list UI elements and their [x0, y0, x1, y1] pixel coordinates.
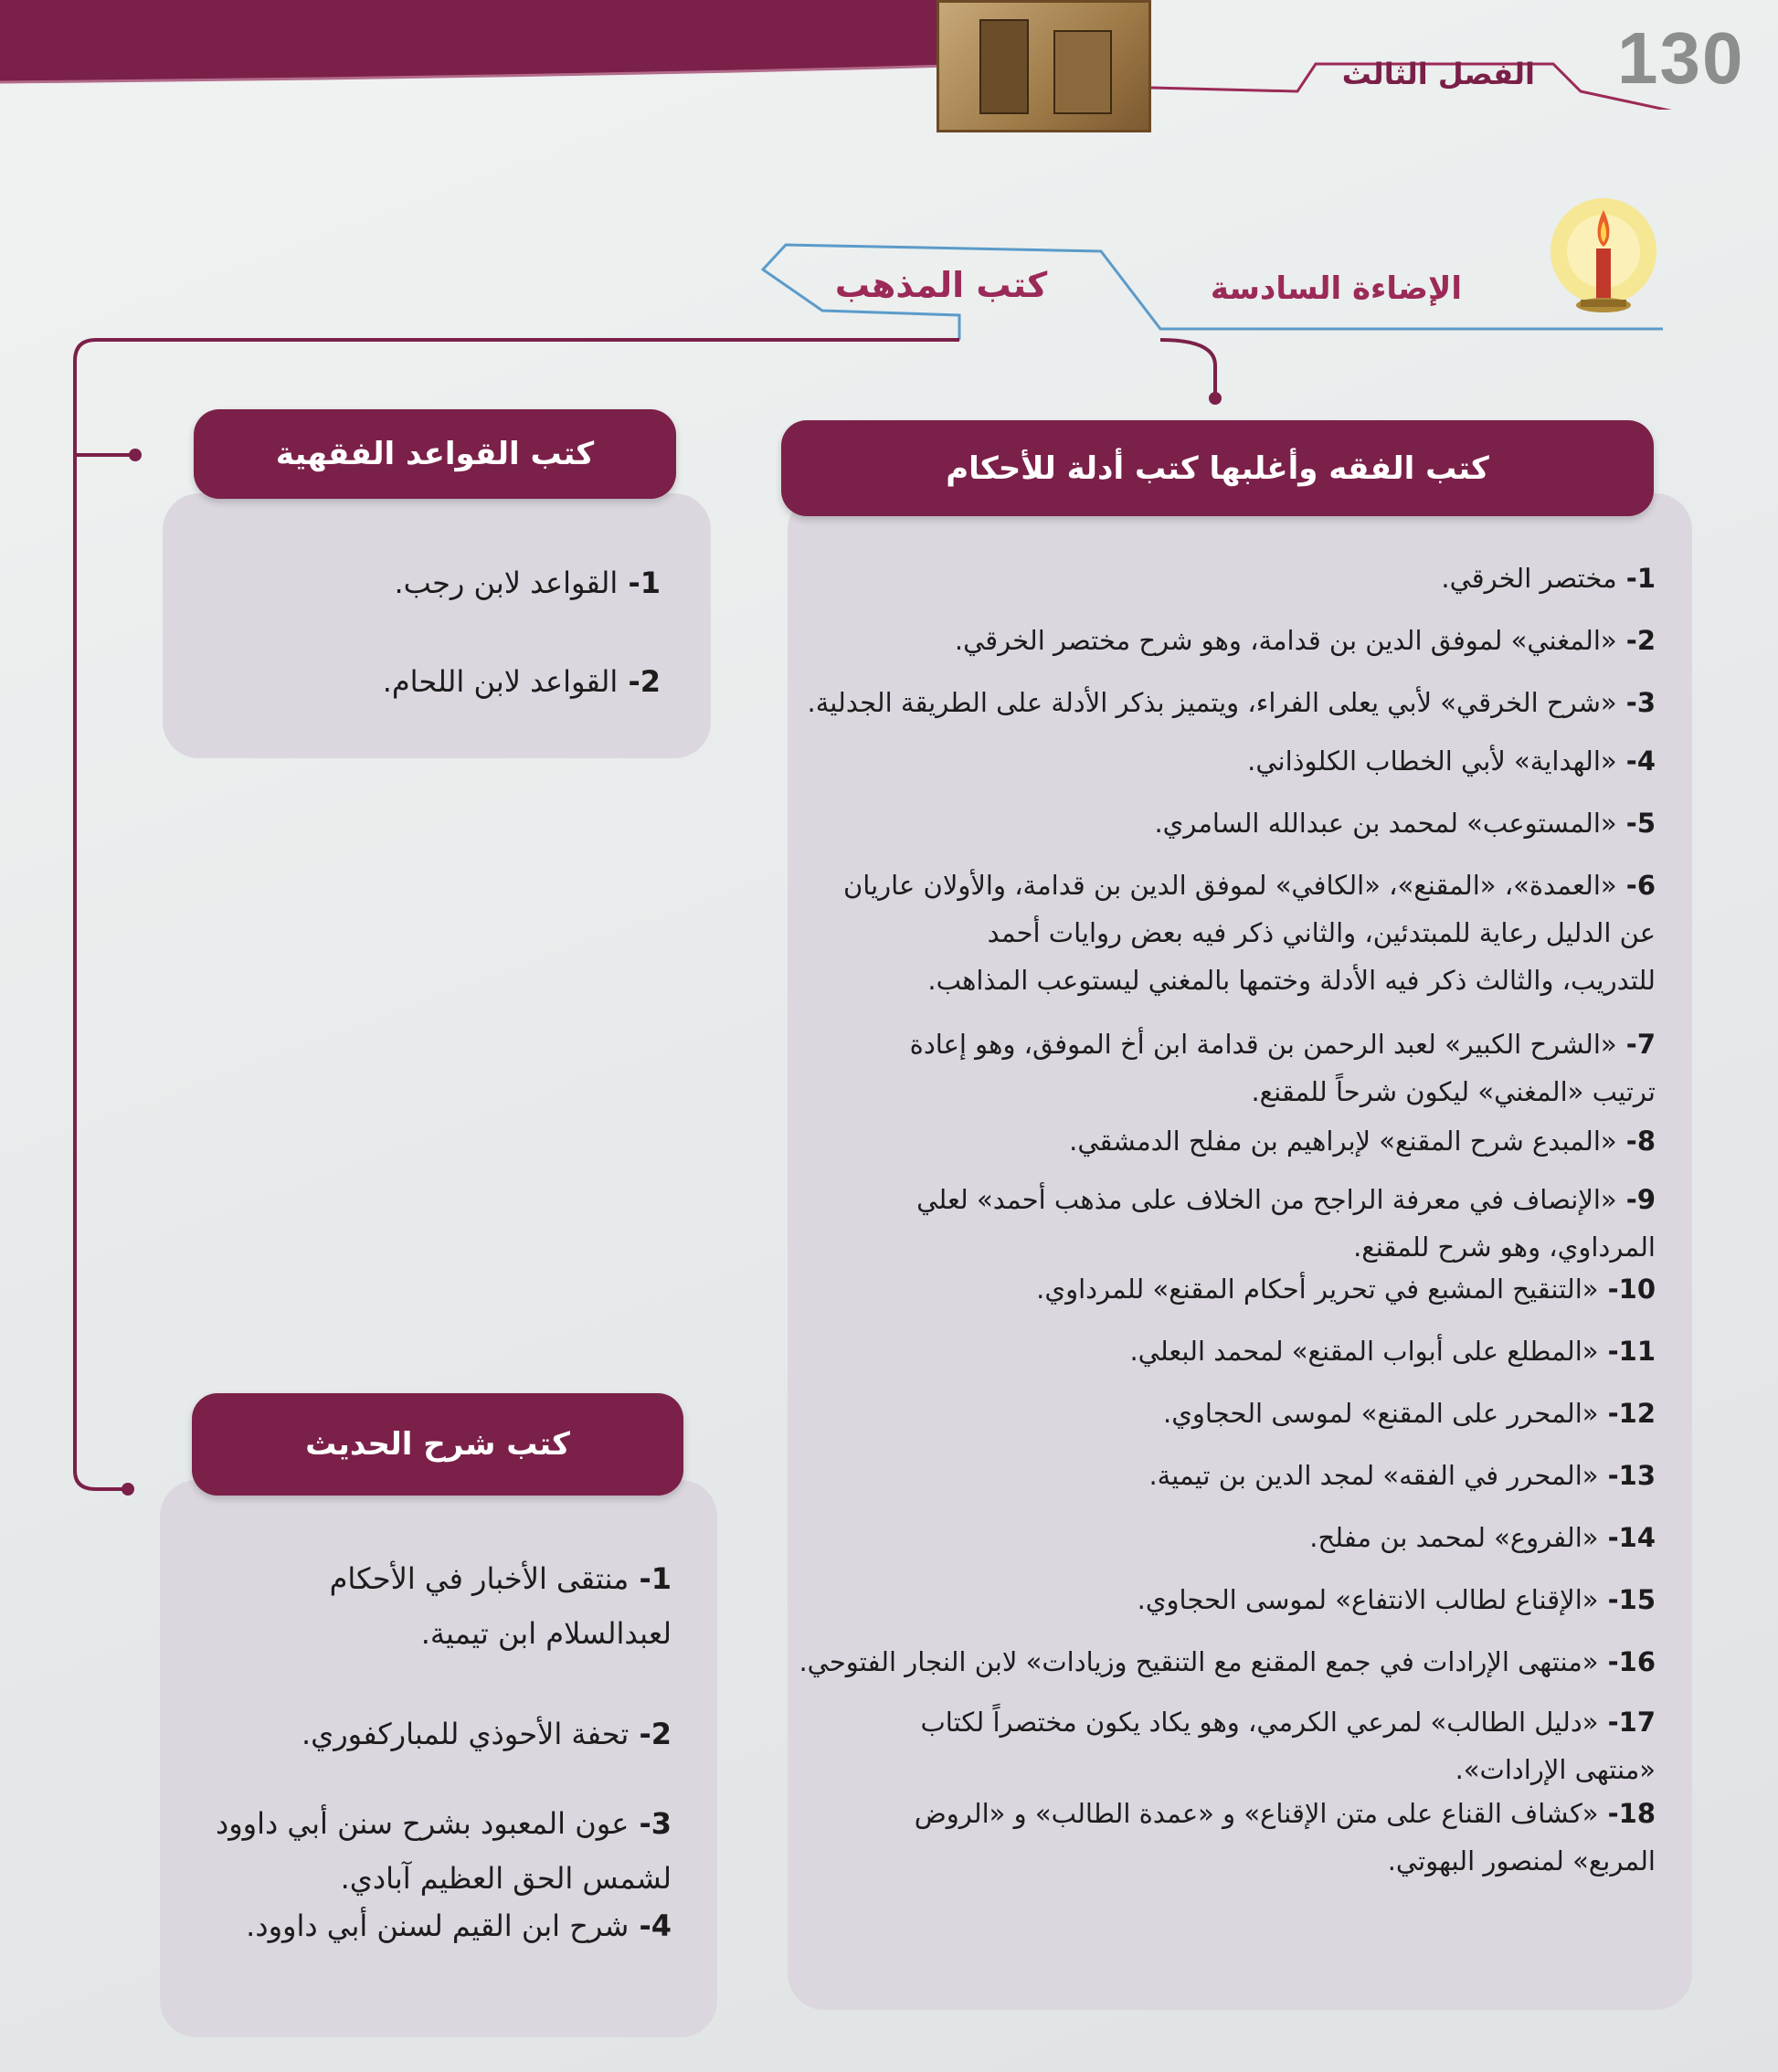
list-item-line [927, 959, 1656, 1002]
list-item-line [1455, 1749, 1656, 1792]
list-item-line [302, 1708, 672, 1760]
list-item-line [1036, 1268, 1656, 1311]
list-item-line [1251, 1071, 1656, 1114]
list-item-line [1148, 1454, 1656, 1497]
list-item-line [341, 1853, 672, 1904]
list-item-number: 4- [1616, 745, 1656, 777]
rules-books-list [185, 539, 661, 749]
list-item-number: 18- [1598, 1798, 1656, 1829]
list-item-number: 1- [629, 1561, 672, 1596]
rules-books-header: كتب القواعد الفقهية [194, 409, 676, 499]
list-item-text: «المستوعب» لمحمد بن عبدالله السامري. [1154, 808, 1617, 839]
list-item-line [799, 1641, 1656, 1684]
list-item-text: عون المعبود بشرح سنن أبي داوود [215, 1806, 630, 1841]
list-item-text: ترتيب «المغني» ليكون شرحاً للمقنع. [1251, 1076, 1656, 1107]
list-item-number: 4- [629, 1908, 672, 1943]
list-item-text: «الإقناع لطالب الانتفاع» لموسى الحجاوي. [1137, 1584, 1599, 1615]
list-item-text: لشمس الحق العظيم آبادي. [340, 1861, 672, 1896]
list-item-number: 7- [1616, 1029, 1656, 1060]
hadith-books-header: كتب شرح الحديث [192, 1393, 683, 1496]
page-number: 130 [1617, 17, 1745, 99]
list-item-line [1129, 1330, 1656, 1373]
list-item-text: «كشاف القناع على متن الإقناع» و «عمدة الطالب» و «الروض [914, 1798, 1599, 1829]
list-item-line [1441, 557, 1656, 600]
list-item-text: «الشرح الكبير» لعبد الرحمن بن قدامة ابن أخ الموفق، وهو إعادة [909, 1029, 1617, 1060]
bookshelf-panel-left [979, 19, 1029, 114]
list-item-number: 17- [1598, 1707, 1656, 1738]
list-item-text: «الإنصاف في معرفة الراجح من الخلاف على مذهب أحمد» لعلي [916, 1184, 1617, 1215]
list-item-line [246, 1900, 672, 1951]
list-item-text: «المطلع على أبواب المقنع» لمحمد البعلي. [1129, 1336, 1599, 1367]
list-item-text: «المبدع شرح المقنع» لإبراهيم بن مفلح الدمشقي. [1069, 1126, 1617, 1157]
section-tab: كتب المذهب [834, 265, 1048, 305]
list-item-text: «المحرر على المقنع» لموسى الحجاوي. [1163, 1398, 1599, 1429]
list-item-text: المربع» لمنصور البهوتي. [1387, 1845, 1656, 1876]
list-item-number: 1- [1616, 563, 1656, 594]
list-item-text: «التنقيح المشبع في تحرير أحكام المقنع» للمرداوي. [1036, 1274, 1599, 1305]
list-item-text: «شرح الخرقي» لأبي يعلى الفراء، ويتميز بذكر الأدلة على الطريقة الجدلية. [807, 687, 1617, 718]
list-item-text: «العمدة»، «المقنع»، «الكافي» لموفق الدين بن قدامة، والأولان عاريان [842, 870, 1617, 901]
list-item-text: لعبدالسلام ابن تيمية. [420, 1616, 672, 1651]
list-item-number: 3- [629, 1806, 672, 1841]
list-item-text: المرداوي، وهو شرح للمقنع. [1353, 1232, 1656, 1263]
list-item-number: 3- [1616, 687, 1656, 718]
list-item-line [1353, 1226, 1656, 1269]
list-item-text: «الفروع» لمحمد بن مفلح. [1309, 1522, 1599, 1553]
fiqh-books-header: كتب الفقه وأغلبها كتب أدلة للأحكام [781, 420, 1654, 516]
list-item-line [915, 1792, 1656, 1835]
list-item-number: 11- [1598, 1336, 1656, 1367]
list-item-text: القواعد لابن اللحام. [382, 664, 619, 699]
list-item-line [383, 656, 661, 707]
list-item-number: 10- [1598, 1274, 1656, 1305]
list-item-number: 2- [618, 664, 661, 699]
list-item-line [394, 557, 661, 608]
list-item-number: 15- [1598, 1584, 1656, 1615]
list-item-text: للتدريب، والثالث ذكر فيه الأدلة وختمها بالمغني ليستوعب المذاهب. [927, 965, 1656, 996]
list-item-number: 2- [629, 1717, 672, 1751]
list-item-line [330, 1553, 672, 1604]
list-item-text: عن الدليل رعاية للمبتدئين، والثاني ذكر فيه بعض روايات أحمد [987, 917, 1656, 948]
list-item-text: «منتهى الإرادات في جمع المقنع مع التنقيح وزيادات» لابن النجار الفتوحي. [799, 1646, 1599, 1677]
list-item-line [1138, 1579, 1656, 1622]
list-item-number: 5- [1616, 808, 1656, 839]
fiqh-books-box [788, 493, 1692, 2010]
hadith-books-list [178, 1535, 672, 2028]
list-item-text: مختصر الخرقي. [1441, 563, 1617, 594]
list-item-line [1163, 1392, 1656, 1435]
list-item-text: تحفة الأحوذي للمباركفوري. [301, 1717, 630, 1751]
list-item-line [1154, 802, 1656, 845]
list-item-line [955, 619, 1656, 662]
list-item-line [910, 1023, 1656, 1066]
list-item-number: 14- [1598, 1522, 1656, 1553]
list-item-number: 6- [1616, 870, 1656, 901]
candle-icon [1544, 192, 1663, 329]
bookshelf-image [937, 0, 1151, 132]
list-item-number: 13- [1598, 1460, 1656, 1491]
list-item-text: منتقى الأخبار في الأحكام [329, 1561, 630, 1596]
list-item-line [843, 864, 1656, 907]
list-item-number: 2- [1616, 625, 1656, 656]
list-item-line [1388, 1840, 1656, 1883]
chapter-title: الفصل الثالث [1341, 57, 1535, 91]
list-item-text: «المغني» لموفق الدين بن قدامة، وهو شرح مختصر الخرقي. [954, 625, 1617, 656]
list-item-text: «منتهى الإرادات». [1455, 1754, 1656, 1785]
list-item-line [920, 1701, 1656, 1744]
list-item-number: 1- [618, 566, 661, 600]
list-item-line [988, 912, 1656, 955]
list-item-line [808, 682, 1656, 724]
rules-books-box [163, 493, 711, 758]
list-item-line [421, 1608, 672, 1659]
list-item-line [1247, 740, 1656, 783]
list-item-line [916, 1179, 1656, 1221]
list-item-line [216, 1798, 672, 1849]
list-item-text: القواعد لابن رجب. [394, 566, 619, 600]
list-item-text: «دليل الطالب» لمرعي الكرمي، وهو يكاد يكون مختصراً لكتاب [920, 1707, 1599, 1738]
top-banner [0, 0, 1778, 110]
list-item-text: «المحرر في الفقه» لمجد الدين بن تيمية. [1148, 1460, 1599, 1491]
list-item-line [1309, 1517, 1656, 1559]
list-item-text: «الهداية» لأبي الخطاب الكلوذاني. [1247, 745, 1617, 777]
list-item-number: 12- [1598, 1398, 1656, 1429]
bookshelf-panel-right [1053, 30, 1112, 114]
hadith-books-box [160, 1480, 717, 2037]
list-item-number: 16- [1598, 1646, 1656, 1677]
section-label: الإضاءة السادسة [1210, 270, 1462, 307]
list-item-number: 8- [1616, 1126, 1656, 1157]
list-item-line [1069, 1120, 1656, 1163]
list-item-number: 9- [1616, 1184, 1656, 1215]
list-item-text: شرح ابن القيم لسنن أبي داوود. [246, 1908, 630, 1943]
